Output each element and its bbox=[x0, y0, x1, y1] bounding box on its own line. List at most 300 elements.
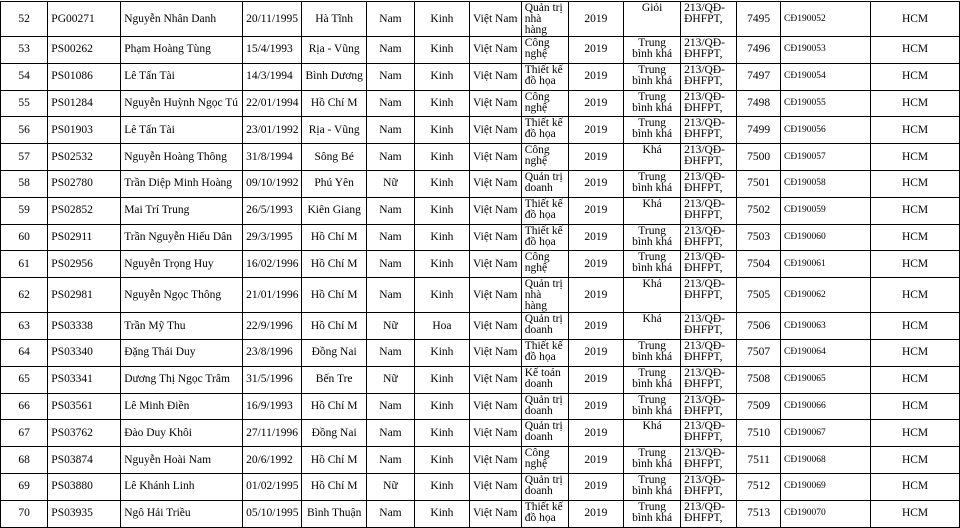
birth-date-cell: 23/01/1992 bbox=[243, 117, 302, 144]
student-code-cell: PG00271 bbox=[48, 2, 121, 37]
nationality-cell: Việt Nam bbox=[469, 500, 521, 527]
graduation-year-cell: 2019 bbox=[568, 224, 624, 251]
diploma-code-cell: CĐ190054 bbox=[781, 63, 871, 90]
nationality-cell: Việt Nam bbox=[469, 90, 521, 117]
diploma-code-cell: CĐ190057 bbox=[781, 144, 871, 171]
birth-place-cell: Hồ Chí M bbox=[302, 447, 366, 474]
major-cell: Quản trị nhà hàng bbox=[521, 2, 568, 37]
decision-number-cell: 213/QĐ-ĐHFPT, bbox=[681, 473, 737, 500]
campus-cell: HCM bbox=[871, 224, 960, 251]
gender-cell: Nam bbox=[366, 393, 414, 420]
gender-cell: Nữ bbox=[366, 366, 414, 393]
classification-cell: Khá bbox=[624, 197, 681, 224]
table-row bbox=[1, 278, 960, 313]
graduation-year-cell: 2019 bbox=[568, 366, 624, 393]
birth-place-cell: Đồng Nai bbox=[302, 420, 366, 447]
campus-cell: HCM bbox=[871, 500, 960, 527]
gender-cell: Nam bbox=[366, 90, 414, 117]
nationality-cell: Việt Nam bbox=[469, 37, 521, 64]
campus-cell: HCM bbox=[871, 420, 960, 447]
student-name-cell: Nguyễn Trọng Huy bbox=[121, 251, 243, 278]
student-code-cell: PS03340 bbox=[48, 339, 121, 366]
major-cell: Kế toán doanh bbox=[521, 366, 568, 393]
student-code-cell: PS00262 bbox=[48, 37, 121, 64]
row-number-cell: 69 bbox=[1, 473, 48, 500]
row-number-cell: 60 bbox=[1, 224, 48, 251]
certificate-number-cell: 7503 bbox=[737, 224, 781, 251]
diploma-code-cell: CĐ190064 bbox=[781, 339, 871, 366]
graduation-year-cell: 2019 bbox=[568, 170, 624, 197]
classification-cell: Trung bình khá bbox=[624, 366, 681, 393]
ethnicity-cell: Kinh bbox=[415, 473, 470, 500]
certificate-number-cell: 7510 bbox=[737, 420, 781, 447]
birth-place-cell: Hồ Chí M bbox=[302, 251, 366, 278]
table-row bbox=[1, 339, 960, 366]
table-row bbox=[1, 251, 960, 278]
diploma-code-cell: CĐ190062 bbox=[781, 278, 871, 313]
ethnicity-cell: Kinh bbox=[415, 278, 470, 313]
row-number-cell: 54 bbox=[1, 63, 48, 90]
nationality-cell: Việt Nam bbox=[469, 2, 521, 37]
campus-cell: HCM bbox=[871, 2, 960, 37]
birth-date-cell: 16/02/1996 bbox=[243, 251, 302, 278]
major-cell: Công nghệ bbox=[521, 144, 568, 171]
gender-cell: Nam bbox=[366, 63, 414, 90]
decision-number-cell: 213/QĐ-ĐHFPT, bbox=[681, 420, 737, 447]
decision-number-cell: 213/QĐ-ĐHFPT, bbox=[681, 313, 737, 340]
classification-cell: Trung bình khá bbox=[624, 63, 681, 90]
ethnicity-cell: Kinh bbox=[415, 90, 470, 117]
classification-cell: Trung bình khá bbox=[624, 251, 681, 278]
student-name-cell: Mai Trí Trung bbox=[121, 197, 243, 224]
gender-cell: Nam bbox=[366, 117, 414, 144]
student-name-cell: Dương Thị Ngọc Trâm bbox=[121, 366, 243, 393]
table-row bbox=[1, 170, 960, 197]
graduation-year-cell: 2019 bbox=[568, 473, 624, 500]
student-code-cell: PS03338 bbox=[48, 313, 121, 340]
certificate-number-cell: 7498 bbox=[737, 90, 781, 117]
ethnicity-cell: Kinh bbox=[415, 63, 470, 90]
ethnicity-cell: Kinh bbox=[415, 251, 470, 278]
classification-cell: Trung bình khá bbox=[624, 90, 681, 117]
major-cell: Thiết kế đồ họa bbox=[521, 117, 568, 144]
decision-number-cell: 213/QĐ-ĐHFPT, bbox=[681, 224, 737, 251]
graduation-year-cell: 2019 bbox=[568, 278, 624, 313]
student-code-cell: PS02956 bbox=[48, 251, 121, 278]
table-row bbox=[1, 393, 960, 420]
classification-cell: Khá bbox=[624, 278, 681, 313]
birth-date-cell: 15/4/1993 bbox=[243, 37, 302, 64]
certificate-number-cell: 7508 bbox=[737, 366, 781, 393]
table-row bbox=[1, 500, 960, 527]
student-name-cell: Lê Minh Điền bbox=[121, 393, 243, 420]
graduation-year-cell: 2019 bbox=[568, 117, 624, 144]
table-row bbox=[1, 90, 960, 117]
row-number-cell: 52 bbox=[1, 2, 48, 37]
decision-number-cell: 213/QĐ-ĐHFPT, bbox=[681, 170, 737, 197]
birth-date-cell: 27/11/1996 bbox=[243, 420, 302, 447]
decision-number-cell: 213/QĐ-ĐHFPT, bbox=[681, 251, 737, 278]
gender-cell: Nam bbox=[366, 251, 414, 278]
certificate-number-cell: 7505 bbox=[737, 278, 781, 313]
graduation-year-cell: 2019 bbox=[568, 90, 624, 117]
row-number-cell: 55 bbox=[1, 90, 48, 117]
student-name-cell: Trần Mỹ Thu bbox=[121, 313, 243, 340]
table-row bbox=[1, 224, 960, 251]
certificate-number-cell: 7506 bbox=[737, 313, 781, 340]
certificate-number-cell: 7502 bbox=[737, 197, 781, 224]
graduation-year-cell: 2019 bbox=[568, 447, 624, 474]
birth-place-cell: Hồ Chí M bbox=[302, 313, 366, 340]
student-name-cell: Nguyễn Nhân Danh bbox=[121, 2, 243, 37]
student-code-cell: PS01284 bbox=[48, 90, 121, 117]
ethnicity-cell: Kinh bbox=[415, 500, 470, 527]
certificate-number-cell: 7512 bbox=[737, 473, 781, 500]
birth-date-cell: 16/9/1993 bbox=[243, 393, 302, 420]
classification-cell: Khá bbox=[624, 144, 681, 171]
ethnicity-cell: Kinh bbox=[415, 366, 470, 393]
student-name-cell: Đào Duy Khôi bbox=[121, 420, 243, 447]
student-name-cell: Trần Nguyễn Hiếu Dân bbox=[121, 224, 243, 251]
campus-cell: HCM bbox=[871, 473, 960, 500]
gender-cell: Nữ bbox=[366, 473, 414, 500]
certificate-number-cell: 7509 bbox=[737, 393, 781, 420]
classification-cell: Trung bình khá bbox=[624, 473, 681, 500]
table-row bbox=[1, 473, 960, 500]
birth-date-cell: 20/6/1992 bbox=[243, 447, 302, 474]
ethnicity-cell: Kinh bbox=[415, 2, 470, 37]
certificate-number-cell: 7497 bbox=[737, 63, 781, 90]
student-name-cell: Nguyễn Hoàng Thông bbox=[121, 144, 243, 171]
major-cell: Quản trị doanh bbox=[521, 170, 568, 197]
decision-number-cell: 213/QĐ-ĐHFPT, bbox=[681, 278, 737, 313]
birth-place-cell: Hồ Chí M bbox=[302, 473, 366, 500]
ethnicity-cell: Kinh bbox=[415, 197, 470, 224]
birth-date-cell: 22/01/1994 bbox=[243, 90, 302, 117]
student-name-cell: Nguyễn Hoài Nam bbox=[121, 447, 243, 474]
student-name-cell: Trần Diệp Minh Hoàng bbox=[121, 170, 243, 197]
ethnicity-cell: Hoa bbox=[415, 313, 470, 340]
nationality-cell: Việt Nam bbox=[469, 63, 521, 90]
classification-cell: Trung bình khá bbox=[624, 447, 681, 474]
student-name-cell: Lê Tấn Tài bbox=[121, 117, 243, 144]
birth-date-cell: 22/9/1996 bbox=[243, 313, 302, 340]
gender-cell: Nữ bbox=[366, 313, 414, 340]
student-name-cell: Nguyễn Ngọc Thông bbox=[121, 278, 243, 313]
decision-number-cell: 213/QĐ-ĐHFPT, bbox=[681, 339, 737, 366]
nationality-cell: Việt Nam bbox=[469, 420, 521, 447]
birth-place-cell: Bình Dương bbox=[302, 63, 366, 90]
ethnicity-cell: Kinh bbox=[415, 170, 470, 197]
table-row bbox=[1, 313, 960, 340]
diploma-code-cell: CĐ190061 bbox=[781, 251, 871, 278]
student-code-cell: PS03762 bbox=[48, 420, 121, 447]
campus-cell: HCM bbox=[871, 313, 960, 340]
diploma-code-cell: CĐ190069 bbox=[781, 473, 871, 500]
diploma-code-cell: CĐ190055 bbox=[781, 90, 871, 117]
ethnicity-cell: Kinh bbox=[415, 117, 470, 144]
row-number-cell: 65 bbox=[1, 366, 48, 393]
decision-number-cell: 213/QĐ-ĐHFPT, bbox=[681, 144, 737, 171]
nationality-cell: Việt Nam bbox=[469, 144, 521, 171]
gender-cell: Nam bbox=[366, 37, 414, 64]
graduation-year-cell: 2019 bbox=[568, 500, 624, 527]
row-number-cell: 57 bbox=[1, 144, 48, 171]
ethnicity-cell: Kinh bbox=[415, 393, 470, 420]
row-number-cell: 68 bbox=[1, 447, 48, 474]
nationality-cell: Việt Nam bbox=[469, 278, 521, 313]
major-cell: Quản trị nhà hàng bbox=[521, 278, 568, 313]
diploma-code-cell: CĐ190053 bbox=[781, 37, 871, 64]
decision-number-cell: 213/QĐ-ĐHFPT, bbox=[681, 2, 737, 37]
diploma-code-cell: CĐ190056 bbox=[781, 117, 871, 144]
major-cell: Thiết kế đồ họa bbox=[521, 224, 568, 251]
graduation-year-cell: 2019 bbox=[568, 251, 624, 278]
birth-date-cell: 26/5/1993 bbox=[243, 197, 302, 224]
major-cell: Công nghệ bbox=[521, 447, 568, 474]
table-row bbox=[1, 117, 960, 144]
student-code-cell: PS03341 bbox=[48, 366, 121, 393]
gender-cell: Nam bbox=[366, 2, 414, 37]
decision-number-cell: 213/QĐ-ĐHFPT, bbox=[681, 366, 737, 393]
classification-cell: Trung bình khá bbox=[624, 37, 681, 64]
student-name-cell: Lê Tấn Tài bbox=[121, 63, 243, 90]
student-code-cell: PS02911 bbox=[48, 224, 121, 251]
graduation-year-cell: 2019 bbox=[568, 2, 624, 37]
graduation-year-cell: 2019 bbox=[568, 313, 624, 340]
table-row bbox=[1, 197, 960, 224]
certificate-number-cell: 7511 bbox=[737, 447, 781, 474]
diploma-code-cell: CĐ190063 bbox=[781, 313, 871, 340]
classification-cell: Trung bình khá bbox=[624, 117, 681, 144]
table-row bbox=[1, 37, 960, 64]
birth-place-cell: Kiên Giang bbox=[302, 197, 366, 224]
diploma-code-cell: CĐ190058 bbox=[781, 170, 871, 197]
gender-cell: Nam bbox=[366, 197, 414, 224]
graduation-year-cell: 2019 bbox=[568, 144, 624, 171]
classification-cell: Trung bình khá bbox=[624, 500, 681, 527]
decision-number-cell: 213/QĐ-ĐHFPT, bbox=[681, 447, 737, 474]
student-code-cell: PS01086 bbox=[48, 63, 121, 90]
nationality-cell: Việt Nam bbox=[469, 117, 521, 144]
major-cell: Quản trị doanh bbox=[521, 473, 568, 500]
decision-number-cell: 213/QĐ-ĐHFPT, bbox=[681, 117, 737, 144]
certificate-number-cell: 7507 bbox=[737, 339, 781, 366]
gender-cell: Nam bbox=[366, 224, 414, 251]
classification-cell: Giỏi bbox=[624, 2, 681, 37]
decision-number-cell: 213/QĐ-ĐHFPT, bbox=[681, 500, 737, 527]
student-code-cell: PS03935 bbox=[48, 500, 121, 527]
decision-number-cell: 213/QĐ-ĐHFPT, bbox=[681, 197, 737, 224]
certificate-number-cell: 7500 bbox=[737, 144, 781, 171]
birth-date-cell: 14/3/1994 bbox=[243, 63, 302, 90]
birth-date-cell: 31/5/1996 bbox=[243, 366, 302, 393]
diploma-code-cell: CĐ190068 bbox=[781, 447, 871, 474]
student-code-cell: PS02852 bbox=[48, 197, 121, 224]
birth-date-cell: 05/10/1995 bbox=[243, 500, 302, 527]
graduation-year-cell: 2019 bbox=[568, 197, 624, 224]
campus-cell: HCM bbox=[871, 37, 960, 64]
birth-place-cell: Bình Thuận bbox=[302, 500, 366, 527]
campus-cell: HCM bbox=[871, 90, 960, 117]
gender-cell: Nam bbox=[366, 144, 414, 171]
major-cell: Công nghệ bbox=[521, 251, 568, 278]
major-cell: Quản trị doanh bbox=[521, 313, 568, 340]
student-code-cell: PS02532 bbox=[48, 144, 121, 171]
ethnicity-cell: Kinh bbox=[415, 339, 470, 366]
student-code-cell: PS02981 bbox=[48, 278, 121, 313]
ethnicity-cell: Kinh bbox=[415, 144, 470, 171]
graduation-year-cell: 2019 bbox=[568, 393, 624, 420]
row-number-cell: 66 bbox=[1, 393, 48, 420]
certificate-number-cell: 7499 bbox=[737, 117, 781, 144]
student-code-cell: PS03561 bbox=[48, 393, 121, 420]
birth-place-cell: Đồng Nai bbox=[302, 339, 366, 366]
student-code-cell: PS03880 bbox=[48, 473, 121, 500]
ethnicity-cell: Kinh bbox=[415, 447, 470, 474]
decision-number-cell: 213/QĐ-ĐHFPT, bbox=[681, 393, 737, 420]
campus-cell: HCM bbox=[871, 170, 960, 197]
campus-cell: HCM bbox=[871, 63, 960, 90]
classification-cell: Trung bình khá bbox=[624, 339, 681, 366]
campus-cell: HCM bbox=[871, 447, 960, 474]
nationality-cell: Việt Nam bbox=[469, 366, 521, 393]
table-row bbox=[1, 144, 960, 171]
birth-place-cell: Phú Yên bbox=[302, 170, 366, 197]
row-number-cell: 63 bbox=[1, 313, 48, 340]
gender-cell: Nam bbox=[366, 447, 414, 474]
diploma-code-cell: CĐ190060 bbox=[781, 224, 871, 251]
decision-number-cell: 213/QĐ-ĐHFPT, bbox=[681, 63, 737, 90]
major-cell: Thiết kế đồ họa bbox=[521, 500, 568, 527]
graduation-year-cell: 2019 bbox=[568, 339, 624, 366]
nationality-cell: Việt Nam bbox=[469, 197, 521, 224]
ethnicity-cell: Kinh bbox=[415, 37, 470, 64]
student-name-cell: Đặng Thái Duy bbox=[121, 339, 243, 366]
birth-date-cell: 09/10/1992 bbox=[243, 170, 302, 197]
gender-cell: Nam bbox=[366, 339, 414, 366]
birth-place-cell: Hồ Chí M bbox=[302, 224, 366, 251]
classification-cell: Trung bình khá bbox=[624, 393, 681, 420]
diploma-code-cell: CĐ190066 bbox=[781, 393, 871, 420]
row-number-cell: 56 bbox=[1, 117, 48, 144]
certificate-number-cell: 7504 bbox=[737, 251, 781, 278]
row-number-cell: 64 bbox=[1, 339, 48, 366]
student-code-cell: PS01903 bbox=[48, 117, 121, 144]
student-name-cell: Lê Khánh Linh bbox=[121, 473, 243, 500]
row-number-cell: 53 bbox=[1, 37, 48, 64]
gender-cell: Nữ bbox=[366, 170, 414, 197]
nationality-cell: Việt Nam bbox=[469, 170, 521, 197]
nationality-cell: Việt Nam bbox=[469, 473, 521, 500]
student-name-cell: Ngô Hải Triều bbox=[121, 500, 243, 527]
birth-place-cell: Hồ Chí M bbox=[302, 278, 366, 313]
major-cell: Công nghệ bbox=[521, 90, 568, 117]
major-cell: Thiết kế đồ họa bbox=[521, 63, 568, 90]
campus-cell: HCM bbox=[871, 251, 960, 278]
campus-cell: HCM bbox=[871, 366, 960, 393]
major-cell: Công nghệ bbox=[521, 37, 568, 64]
campus-cell: HCM bbox=[871, 117, 960, 144]
graduation-year-cell: 2019 bbox=[568, 63, 624, 90]
student-code-cell: PS03874 bbox=[48, 447, 121, 474]
gender-cell: Nam bbox=[366, 278, 414, 313]
major-cell: Quản trị doanh bbox=[521, 393, 568, 420]
nationality-cell: Việt Nam bbox=[469, 393, 521, 420]
decision-number-cell: 213/QĐ-ĐHFPT, bbox=[681, 37, 737, 64]
classification-cell: Khá bbox=[624, 313, 681, 340]
gender-cell: Nam bbox=[366, 500, 414, 527]
classification-cell: Trung bình khá bbox=[624, 170, 681, 197]
certificate-number-cell: 7501 bbox=[737, 170, 781, 197]
campus-cell: HCM bbox=[871, 339, 960, 366]
campus-cell: HCM bbox=[871, 278, 960, 313]
birth-date-cell: 23/8/1996 bbox=[243, 339, 302, 366]
certificate-number-cell: 7513 bbox=[737, 500, 781, 527]
major-cell: Quản trị doanh bbox=[521, 420, 568, 447]
table-row bbox=[1, 2, 960, 37]
row-number-cell: 67 bbox=[1, 420, 48, 447]
row-number-cell: 70 bbox=[1, 500, 48, 527]
birth-date-cell: 21/01/1996 bbox=[243, 278, 302, 313]
birth-date-cell: 29/3/1995 bbox=[243, 224, 302, 251]
certificate-number-cell: 7495 bbox=[737, 2, 781, 37]
diploma-code-cell: CĐ190052 bbox=[781, 2, 871, 37]
birth-place-cell: Hồ Chí M bbox=[302, 393, 366, 420]
decision-number-cell: 213/QĐ-ĐHFPT, bbox=[681, 90, 737, 117]
birth-date-cell: 20/11/1995 bbox=[243, 2, 302, 37]
birth-place-cell: Rịa - Vũng bbox=[302, 117, 366, 144]
birth-date-cell: 31/8/1994 bbox=[243, 144, 302, 171]
major-cell: Thiết kế đồ họa bbox=[521, 339, 568, 366]
campus-cell: HCM bbox=[871, 144, 960, 171]
row-number-cell: 59 bbox=[1, 197, 48, 224]
birth-place-cell: Rịa - Vũng bbox=[302, 37, 366, 64]
student-code-cell: PS02780 bbox=[48, 170, 121, 197]
diploma-code-cell: CĐ190070 bbox=[781, 500, 871, 527]
diploma-code-cell: CĐ190065 bbox=[781, 366, 871, 393]
graduation-year-cell: 2019 bbox=[568, 37, 624, 64]
student-name-cell: Nguyễn Huỳnh Ngọc Tú bbox=[121, 90, 243, 117]
ethnicity-cell: Kinh bbox=[415, 420, 470, 447]
gender-cell: Nam bbox=[366, 420, 414, 447]
classification-cell: Khá bbox=[624, 420, 681, 447]
major-cell: Thiết kế đồ họa bbox=[521, 197, 568, 224]
birth-place-cell: Hà Tĩnh bbox=[302, 2, 366, 37]
campus-cell: HCM bbox=[871, 197, 960, 224]
table-row bbox=[1, 63, 960, 90]
ethnicity-cell: Kinh bbox=[415, 224, 470, 251]
graduation-year-cell: 2019 bbox=[568, 420, 624, 447]
birth-place-cell: Hồ Chí M bbox=[302, 90, 366, 117]
table-row bbox=[1, 420, 960, 447]
nationality-cell: Việt Nam bbox=[469, 251, 521, 278]
nationality-cell: Việt Nam bbox=[469, 339, 521, 366]
table-row bbox=[1, 366, 960, 393]
student-name-cell: Phạm Hoàng Tùng bbox=[121, 37, 243, 64]
diploma-code-cell: CĐ190067 bbox=[781, 420, 871, 447]
row-number-cell: 58 bbox=[1, 170, 48, 197]
birth-date-cell: 01/02/1995 bbox=[243, 473, 302, 500]
graduates-table bbox=[0, 1, 960, 528]
campus-cell: HCM bbox=[871, 393, 960, 420]
nationality-cell: Việt Nam bbox=[469, 313, 521, 340]
row-number-cell: 62 bbox=[1, 278, 48, 313]
certificate-number-cell: 7496 bbox=[737, 37, 781, 64]
row-number-cell: 61 bbox=[1, 251, 48, 278]
table-row bbox=[1, 447, 960, 474]
diploma-code-cell: CĐ190059 bbox=[781, 197, 871, 224]
